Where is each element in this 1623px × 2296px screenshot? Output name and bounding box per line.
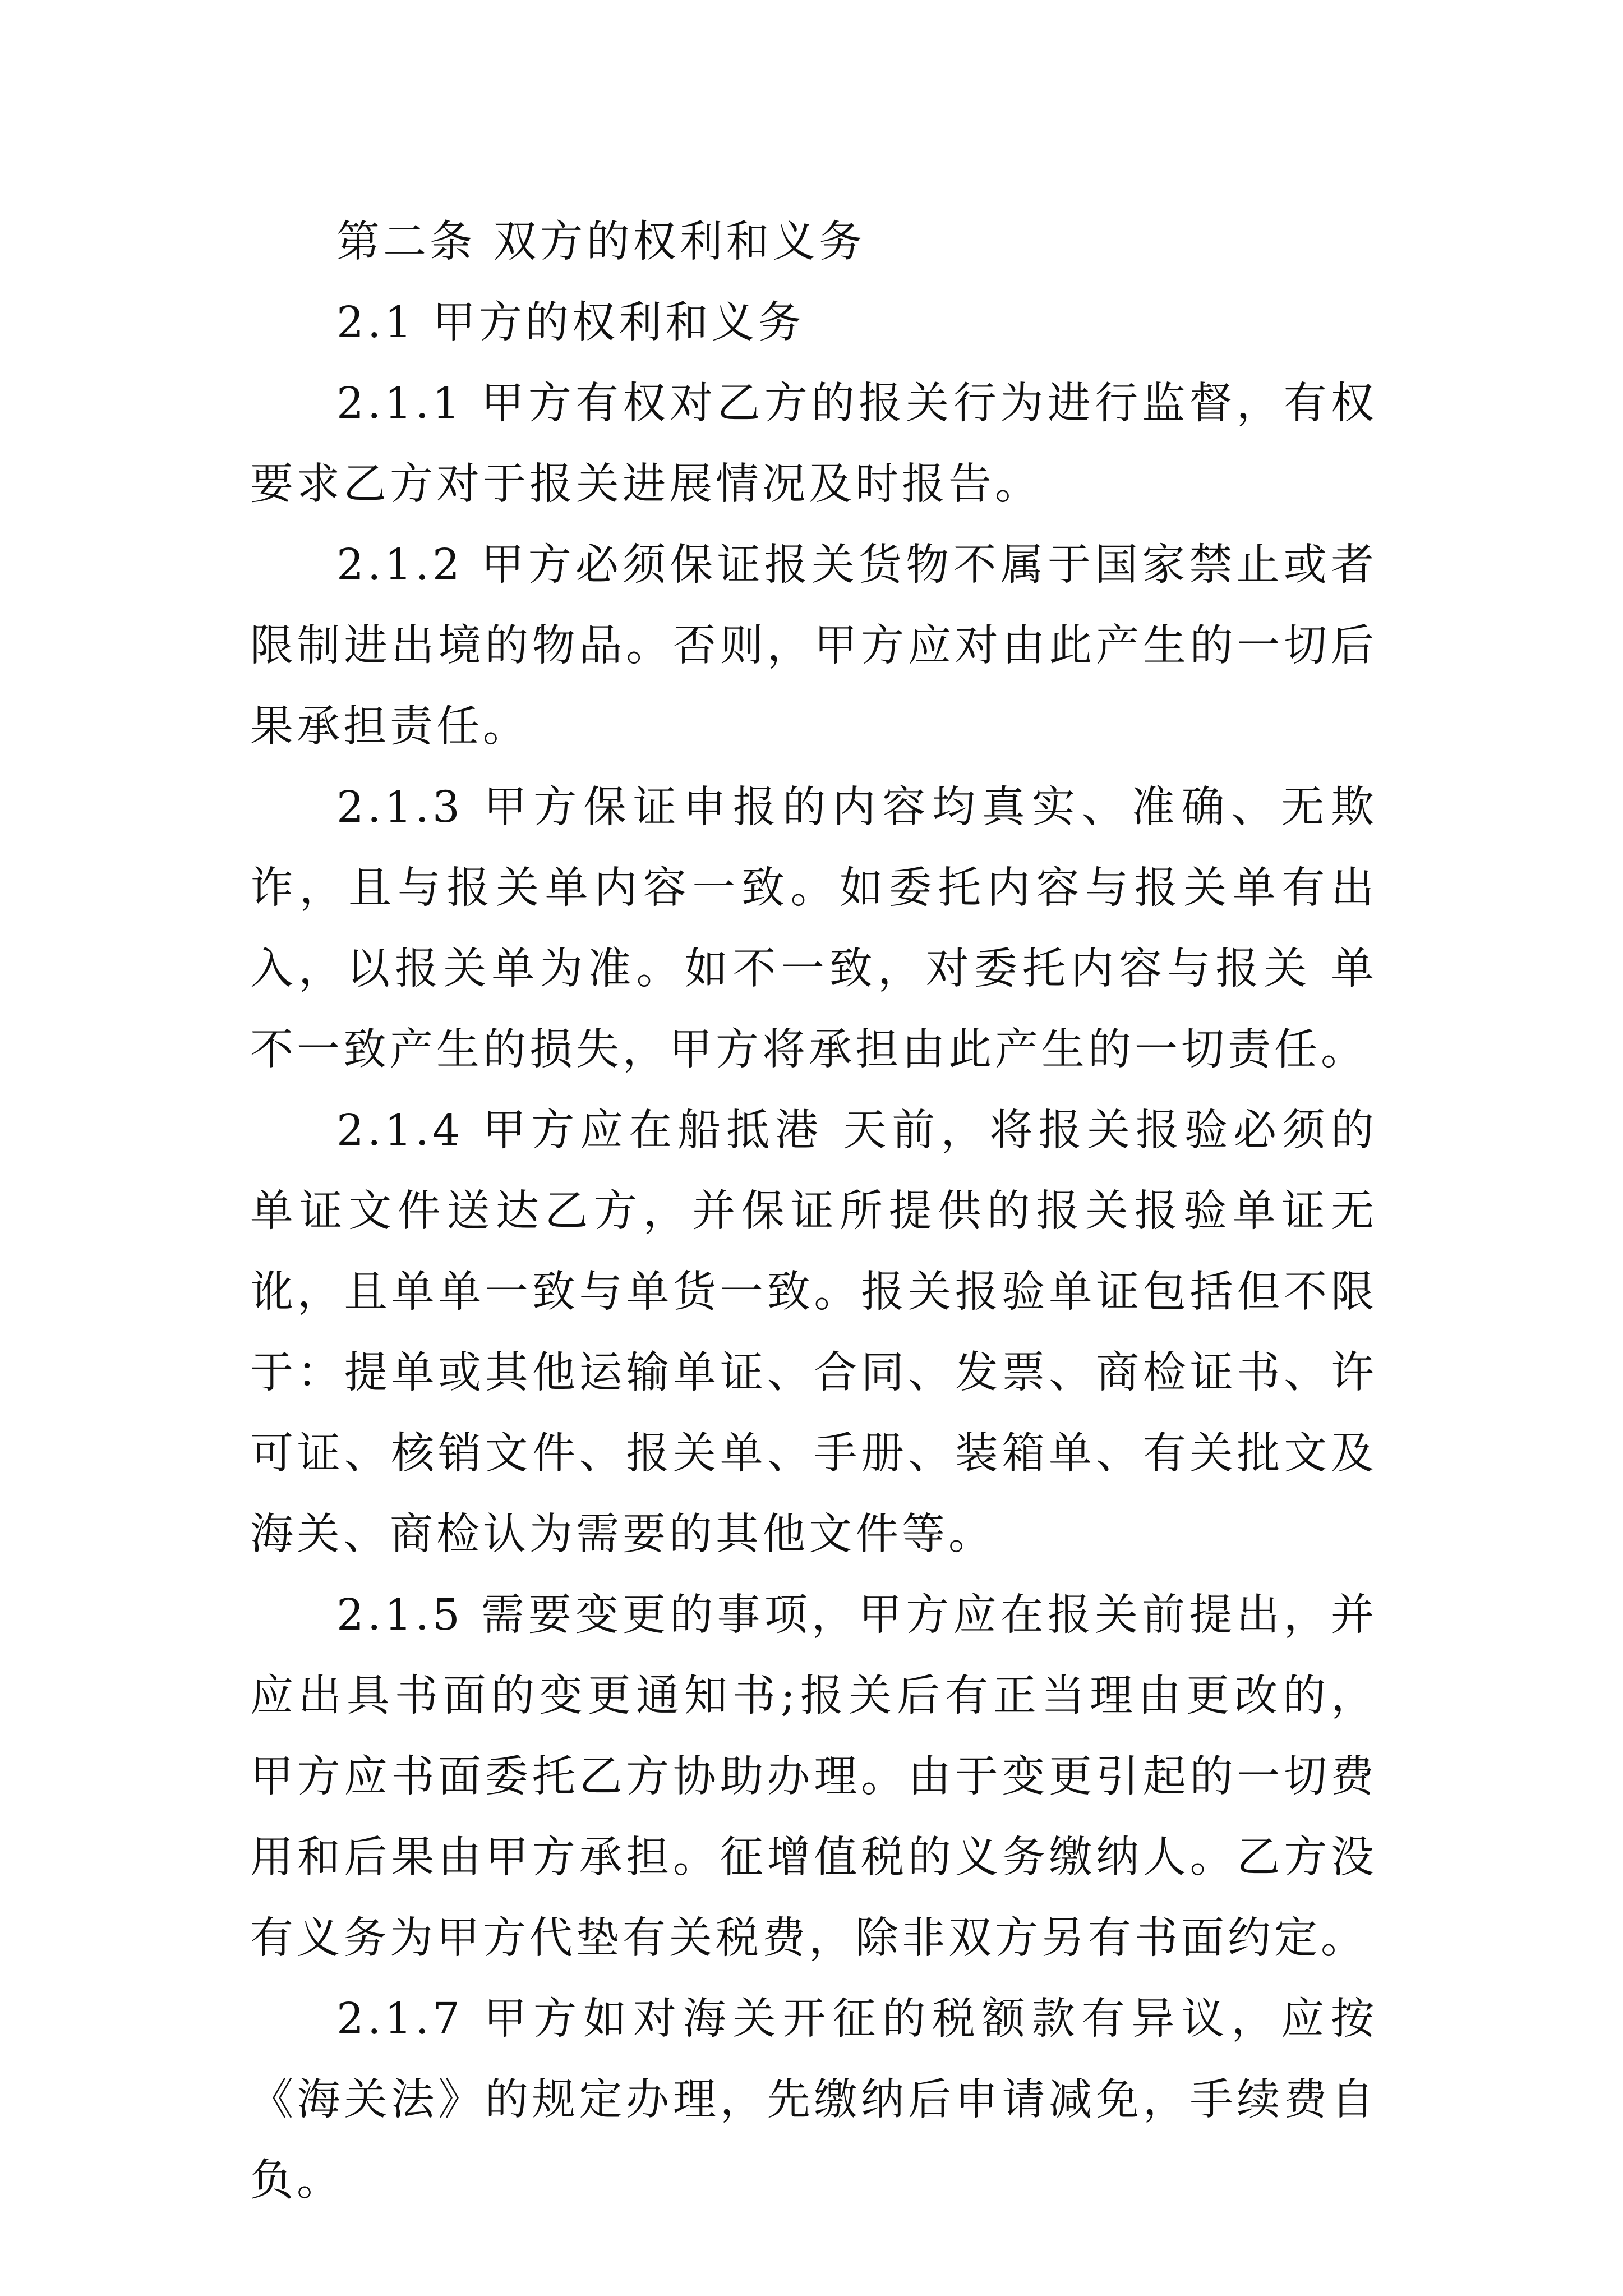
clause-2-1-3: 2.1.3 甲方保证申报的内容均真实、准确、无欺诈，且与报关单内容一致。如委托内容与报关单有出入，以报关单为准。如不一致，对委托内容与报关 单不一致产生的损失，甲方将承担由此产生的一切责任。 xyxy=(250,783,1377,1075)
document-body xyxy=(250,202,1377,2221)
clause-2-1-5: 2.1.5 需要变更的事项，甲方应在报关前提出，并应出具书面的变更通知书;报关后有正当理由更改的，甲方应书面委托乙方协助办理。由于变更引起的一切费用和后果由甲方承担。征增值税的义务缴纳人。乙方没有义务为甲方代垫有关税费，除非双方另有书面约定。 xyxy=(250,1590,1377,1963)
clause-2-1-4: 2.1.4 甲方应在船抵港 天前，将报关报验必须的单证文件送达乙方，并保证所提供的报关报验单证无讹，且单单一致与单货一致。报关报验单证包括但不限于：提单或其他运输单证、合同、发票、商检证书、许可证、核销文件、报关单、手册、装箱单、有关批文及海关、商检认为需要的其他文件等。 xyxy=(250,1106,1377,1559)
section-subheading: 2.1 甲方的权利和义务 xyxy=(336,298,805,348)
clause-2-1-1: 2.1.1 甲方有权对乙方的报关行为进行监督，有权要求乙方对于报关进展情况及时报告。 xyxy=(250,379,1377,509)
clause-2-1-7: 2.1.7 甲方如对海关开征的税额款有异议，应按《海关法》的规定办理，先缴纳后申请减免，手续费自负。 xyxy=(250,1994,1377,2206)
clause-2-1-2: 2.1.2 甲方必须保证报关货物不属于国家禁止或者限制进出境的物品。否则，甲方应对由此产生的一切后果承担责任。 xyxy=(250,540,1377,752)
article-heading: 第二条 双方的权利和义务 xyxy=(336,217,866,267)
